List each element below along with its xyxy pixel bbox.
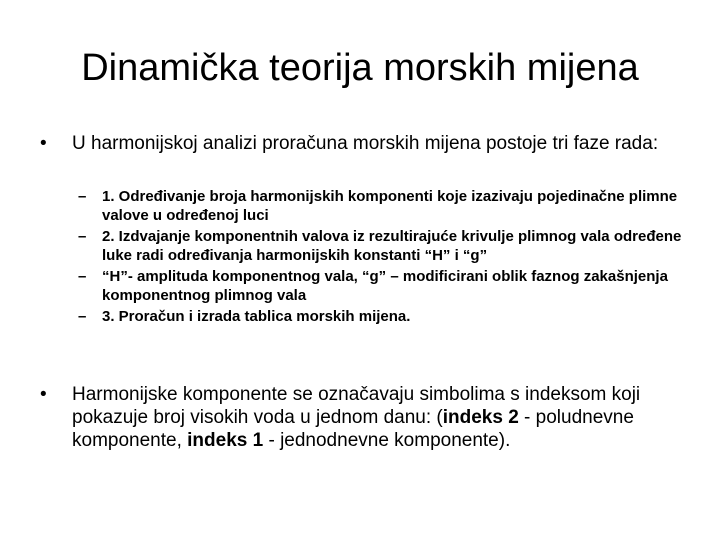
bold-segment: indeks 2 — [442, 407, 519, 428]
text-segment: - poludnevne komponente, — [72, 407, 634, 451]
text-segment: Harmonijske komponente se označavaju simbolima s indeksom koji pokazuje broj visokih voda u jednom danu: ( — [72, 384, 641, 428]
text-segment: - jednodnevne komponente). — [263, 430, 511, 451]
bullet-text — [40, 383, 680, 452]
dash-marker: – — [78, 268, 87, 285]
sub-item — [78, 307, 688, 326]
bullet-item-components — [40, 383, 680, 452]
slide-title: Dinamička teorija morskih mijena — [81, 47, 639, 89]
dash-marker: – — [78, 228, 87, 245]
sub-item-text: 1. Određivanje broja harmonijskih komponenti koje izazivaju pojedinačne plimne valove u određenoj luci — [102, 188, 678, 224]
sub-item-text: 2. Izdvajanje komponentnih valova iz rezultirajuće krivulje plimnog vala određene luke radi određivanja harmonijskih konstanti “H” i “g” — [102, 228, 682, 264]
sub-list — [78, 187, 688, 328]
sub-item — [78, 227, 688, 265]
dash-marker: – — [78, 308, 87, 325]
sub-item-text: 3. Proračun i izrada tablica morskih mijena. — [102, 308, 411, 325]
sub-item — [78, 187, 688, 225]
bullet-marker: • — [40, 133, 47, 154]
bold-segment: indeks 1 — [187, 430, 264, 451]
sub-item — [78, 267, 688, 305]
bullet-text: U harmonijskoj analizi proračuna morskih mijena postoje tri faze rada: — [72, 133, 659, 154]
bullet-item-phases — [40, 132, 680, 155]
dash-marker: – — [78, 188, 87, 205]
bullet-marker: • — [40, 384, 47, 405]
sub-item-text: “H”- amplituda komponentnog vala, “g” – modificirani oblik faznog zakašnjenja komponentnog plimnog vala — [102, 268, 668, 304]
